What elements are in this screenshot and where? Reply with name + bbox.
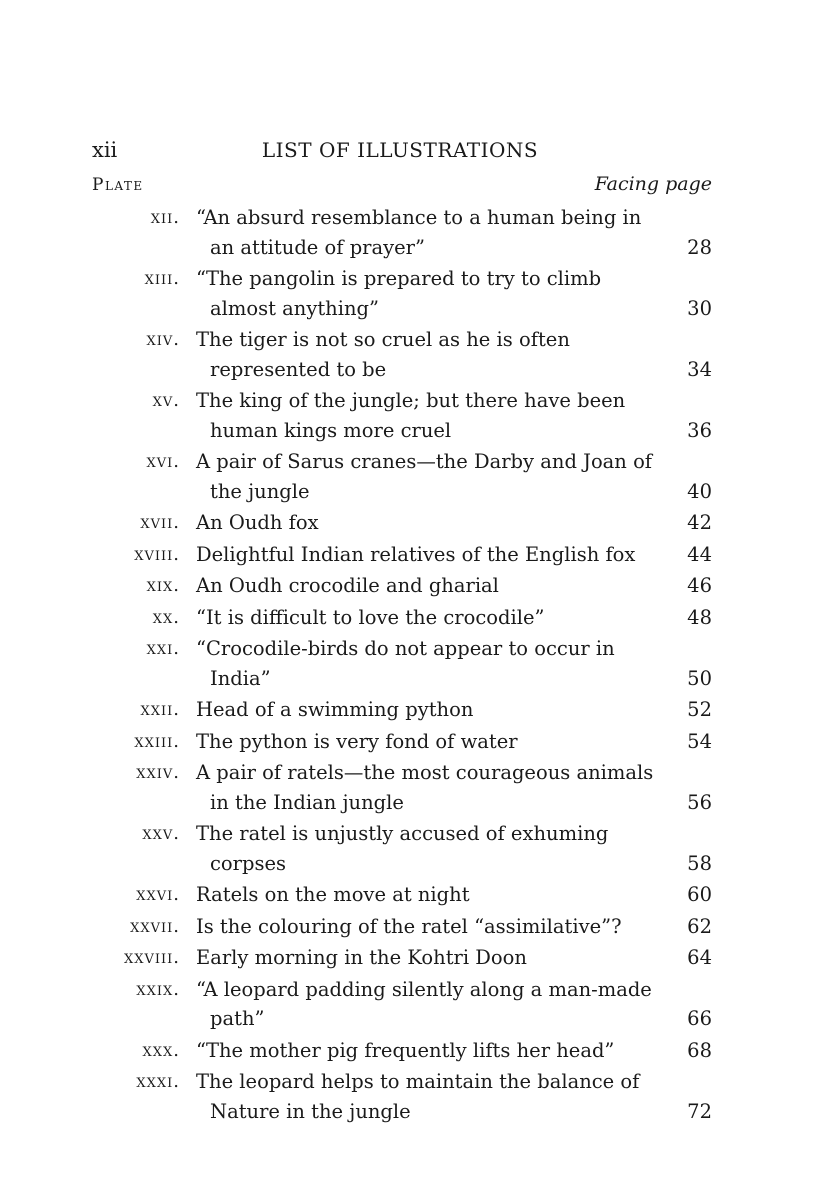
list-item [0,975,840,1034]
page-number: 28 [687,235,712,259]
plate-number: xv. [152,390,180,411]
illustration-list [0,203,840,1128]
caption: The king of the jungle; but there have been human kings more cruel [196,389,626,442]
plate-number: xxii. [140,699,180,720]
caption: Ratels on the move at night [196,883,470,906]
plate-column-heading: Plate [92,175,144,195]
list-item [0,508,840,538]
plate-number: xxviii. [123,947,180,968]
caption: “Crocodile-birds do not appear to occur in India” [196,637,615,690]
page-number: 60 [687,883,712,906]
plate-number: xxi. [146,638,180,659]
list-item [0,819,840,878]
plate-number: xxvi. [136,884,180,905]
caption: “The mother pig frequently lifts her head” [196,1038,615,1062]
list-item [0,447,840,506]
list-item [0,634,840,693]
page-number: 40 [687,479,712,503]
caption: “The pangolin is prepared to try to climb almost anything” [196,267,602,320]
page-folio: xii [92,138,118,162]
caption: Early morning in the Kohtri Doon [196,946,527,969]
page-number: 30 [687,296,712,320]
page-number: 72 [687,1099,712,1123]
caption: Is the colouring of the ratel “assimilative”? [196,914,622,938]
plate-number: xxv. [142,823,180,844]
caption: “An absurd resemblance to a human being in an attitude of prayer” [196,206,642,259]
plate-number: xiii. [144,268,180,289]
list-item [0,912,840,942]
plate-number: xii. [150,207,180,228]
plate-number: xviii. [134,543,180,565]
caption: The ratel is unjustly accused of exhuming corpses [196,822,609,875]
plate-number: xxx. [142,1039,180,1061]
list-item [0,540,840,570]
caption: Delightful Indian relatives of the English fox [196,542,636,566]
caption: The leopard helps to maintain the balance of Nature in the jungle [196,1070,640,1123]
page-number: 66 [687,1007,712,1030]
caption: The python is very fond of water [196,729,518,753]
caption: An Oudh fox [196,511,319,534]
list-item [0,1036,840,1066]
caption: “A leopard padding silently along a man-made path” [196,977,652,1030]
caption: A pair of ratels—the most courageous animals in the Indian jungle [196,761,654,814]
page-number: 50 [687,666,712,690]
list-item [0,203,840,262]
plate-number: xvi. [146,451,180,472]
running-head: LIST OF ILLUSTRATIONS [261,138,539,162]
list-item [0,943,840,973]
plate-number: xxiii. [134,730,180,752]
plate-number: xxvii. [130,915,180,937]
caption: A pair of Sarus cranes—the Darby and Joan of the jungle [196,450,653,503]
caption: “It is difficult to love the crocodile” [196,605,545,629]
plate-number: xxiv. [136,762,180,783]
page-number: 36 [687,418,712,442]
page-number: 52 [687,698,712,721]
page-number: 34 [687,357,712,381]
page-number: 42 [687,511,712,534]
page-number: 54 [687,729,712,753]
page-number: 58 [687,851,712,875]
list-item [0,386,840,445]
list-item [0,1067,840,1126]
page-number: 48 [687,605,712,629]
caption: Head of a swimming python [196,698,474,721]
list-item [0,603,840,633]
plate-number: xiv. [146,329,180,350]
list-item [0,695,840,725]
plate-number: xxxi. [136,1071,180,1092]
list-item [0,758,840,817]
plate-number: xix. [146,575,180,596]
plate-number: xvii. [140,512,180,533]
plate-number: xx. [152,606,180,628]
caption: The tiger is not so cruel as he is often represented to be [196,328,570,381]
list-item [0,325,840,384]
plate-number: xxix. [136,978,180,1000]
list-item [0,880,840,910]
page-number: 68 [687,1038,712,1062]
page-number: 44 [687,542,712,566]
caption: An Oudh crocodile and gharial [196,574,499,597]
list-item [0,571,840,601]
page-number: 56 [687,790,712,814]
list-item [0,264,840,323]
page-number: 64 [687,946,712,969]
facing-page-column-heading: Facing page [594,173,712,195]
page-number: 62 [687,914,712,938]
page-number: 46 [687,574,712,597]
list-item [0,727,840,757]
